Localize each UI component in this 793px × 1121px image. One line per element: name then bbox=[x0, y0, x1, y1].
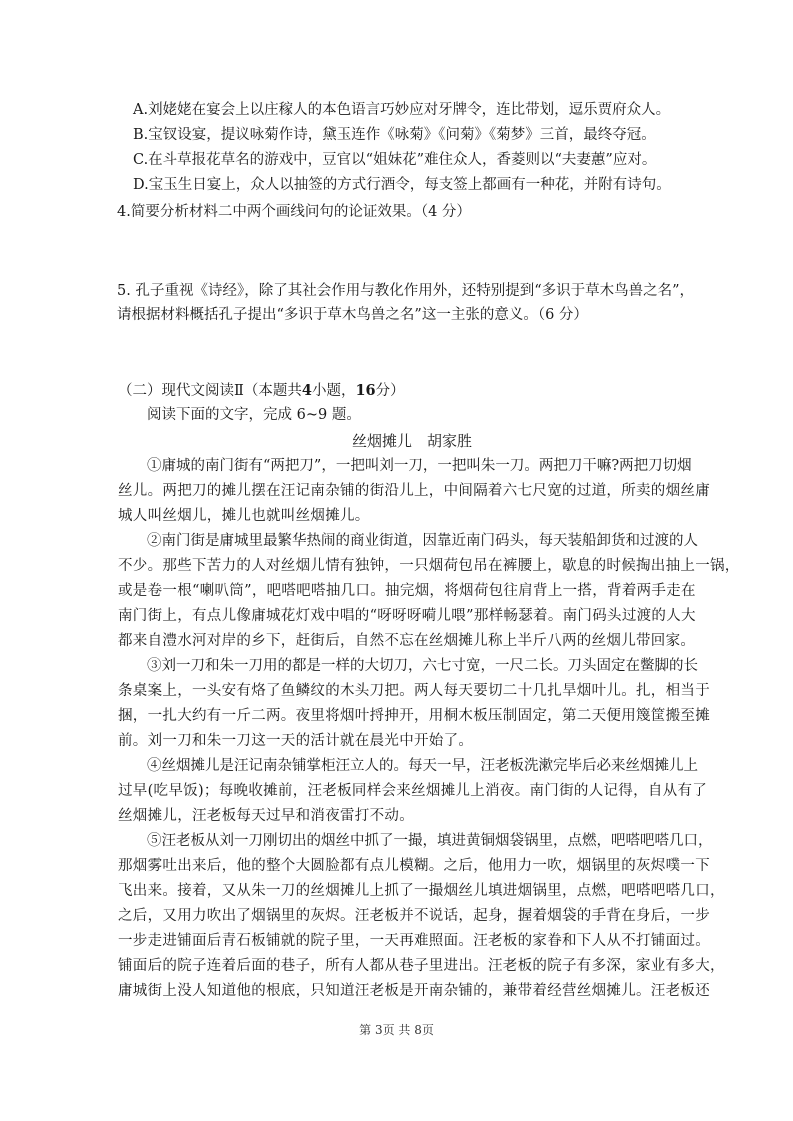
section-prefix: （二）现代文阅读Ⅱ（本题共 bbox=[118, 383, 302, 399]
paragraph-4-line: ④丝烟摊儿是汪记南杂铺掌柜汪立人的。每天一早，汪老板洗漱完毕后必来丝烟摊儿上 bbox=[147, 758, 698, 774]
paragraph-5-line: 铺面后的院子连着后面的巷子，所有人都从巷子里进出。汪老板的院子有多深，家业有多大， bbox=[118, 958, 725, 974]
option-b: B.宝钗设宴，提议咏菊作诗，黛玉连作《咏菊》《问菊》《菊梦》三首，最终夺冠。 bbox=[133, 127, 656, 143]
paragraph-5-line: ⑤汪老板从刘一刀刚切出的烟丝中抓了一撮，填进黄铜烟袋锅里，点燃，吧嗒吧嗒几口， bbox=[147, 833, 713, 849]
paragraph-1-line: 丝儿。两把刀的摊儿摆在汪记南杂铺的街沿儿上，中间隔着六七尺宽的过道，所卖的烟丝庸 bbox=[118, 483, 710, 499]
article-title: 丝烟摊儿 胡家胜 bbox=[352, 432, 473, 450]
paragraph-2-line: 都来自澧水河对岸的乡下，赶街后，自然不忘在丝烟摊儿称上半斤八两的丝烟儿带回家。 bbox=[118, 633, 696, 649]
question-5-line-2: 请根据材料概括孔子提出“多识于草木鸟兽之名”这一主张的意义。（6 分） bbox=[117, 307, 588, 323]
section-score: 16 bbox=[355, 382, 376, 399]
paragraph-2-line: 南门街上，有点儿像庸城花灯戏中唱的“呀呀呀嗬儿喂”那样畅瑟着。南门码头过渡的人大 bbox=[118, 608, 696, 624]
question-5-line-1: 5. 孔子重视《诗经》，除了其社会作用与教化作用外，还特别提到“多识于草木鸟兽之名”， bbox=[117, 283, 695, 299]
paragraph-5-line: 庸城街上没人知道他的根底，只知道汪老板是开南杂铺的，兼带着经营丝烟摊儿。汪老板还 bbox=[118, 983, 710, 999]
option-a: A.刘姥姥在宴会上以庄稼人的本色语言巧妙应对牙牌令，连比带划，逗乐贾府众人。 bbox=[133, 102, 671, 118]
question-4: 4.简要分析材料二中两个画线问句的论证效果。（4 分） bbox=[117, 204, 471, 220]
paragraph-5-line: 一步走进铺面后青石板铺就的院子里，一天再难照面。汪老板的家眷和下人从不打铺面过。 bbox=[118, 933, 710, 949]
paragraph-3-line: 捆，一扎大约有一斤二两。夜里将烟叶捋抻开，用桐木板压制固定，第二天便用篾筐搬至摊 bbox=[118, 708, 710, 724]
section-heading bbox=[118, 381, 405, 401]
paragraph-2-line: 或是卷一根“喇叭筒”，吧嗒吧嗒抽几口。抽完烟，将烟荷包往肩背上一搭，背着两手走在 bbox=[118, 583, 696, 599]
paragraph-5-line: 之后，又用力吹出了烟锅里的灰烬。汪老板并不说话，起身，握着烟袋的手背在身后，一步 bbox=[118, 908, 710, 924]
section-suffix: 分） bbox=[375, 383, 405, 399]
paragraph-5-line: 飞出来。接着，又从朱一刀的丝烟摊儿上抓了一撮烟丝儿填进烟锅里，点燃，吧嗒吧嗒几口， bbox=[118, 883, 725, 899]
paragraph-1-line: ①庸城的南门街有“两把刀”，一把叫刘一刀，一把叫朱一刀。两把刀干嘛?两把刀切烟 bbox=[147, 458, 692, 474]
option-c: C.在斗草报花草名的游戏中，豆官以“姐妹花”难住众人，香菱则以“夫妻蕙”应对。 bbox=[133, 152, 657, 168]
reading-instruction: 阅读下面的文字，完成 6~9 题。 bbox=[147, 407, 361, 423]
section-count: 4 bbox=[301, 382, 312, 399]
section-middle: 小题， bbox=[311, 383, 356, 399]
paragraph-2-line: 不少。那些下苦力的人对丝烟儿情有独钟，一只烟荷包吊在裤腰上，歇息的时候掏出抽上一锅， bbox=[118, 558, 740, 574]
paragraph-1-line: 城人叫丝烟儿，摊儿也就叫丝烟摊儿。 bbox=[118, 508, 370, 524]
paragraph-2-line: ②南门街是庸城里最繁华热闹的商业街道，因靠近南门码头，每天装船卸货和过渡的人 bbox=[147, 533, 698, 549]
option-d: D.宝玉生日宴上，众人以抽签的方式行酒令，每支签上都画有一种花，并附有诗句。 bbox=[133, 177, 671, 193]
paragraph-4-line: 丝烟摊儿，汪老板每天过早和消夜雷打不动。 bbox=[118, 808, 414, 824]
paragraph-3-line: ③刘一刀和朱一刀用的都是一样的大切刀，六七寸宽，一尺二长。刀头固定在鳖脚的长 bbox=[147, 658, 698, 674]
paragraph-5-line: 那烟雾吐出来后，他的整个大圆脸都有点儿模糊。之后，他用力一吹，烟锅里的灰烬噗一下 bbox=[118, 858, 710, 874]
paragraph-4-line: 过早(吃早饭)；每晚收摊前，汪老板同样会来丝烟摊儿上消夜。南门街的人记得，自从有了 bbox=[118, 783, 708, 799]
page-footer: 第 3页 共 8页 bbox=[359, 1023, 434, 1037]
paragraph-3-line: 前。刘一刀和朱一刀这一天的活计就在晨光中开始了。 bbox=[118, 733, 474, 749]
paragraph-3-line: 条桌案上，一头安有烙了鱼鳞纹的木头刀把。两人每天要切二十几扎旱烟叶儿。扎，相当于 bbox=[118, 683, 710, 699]
